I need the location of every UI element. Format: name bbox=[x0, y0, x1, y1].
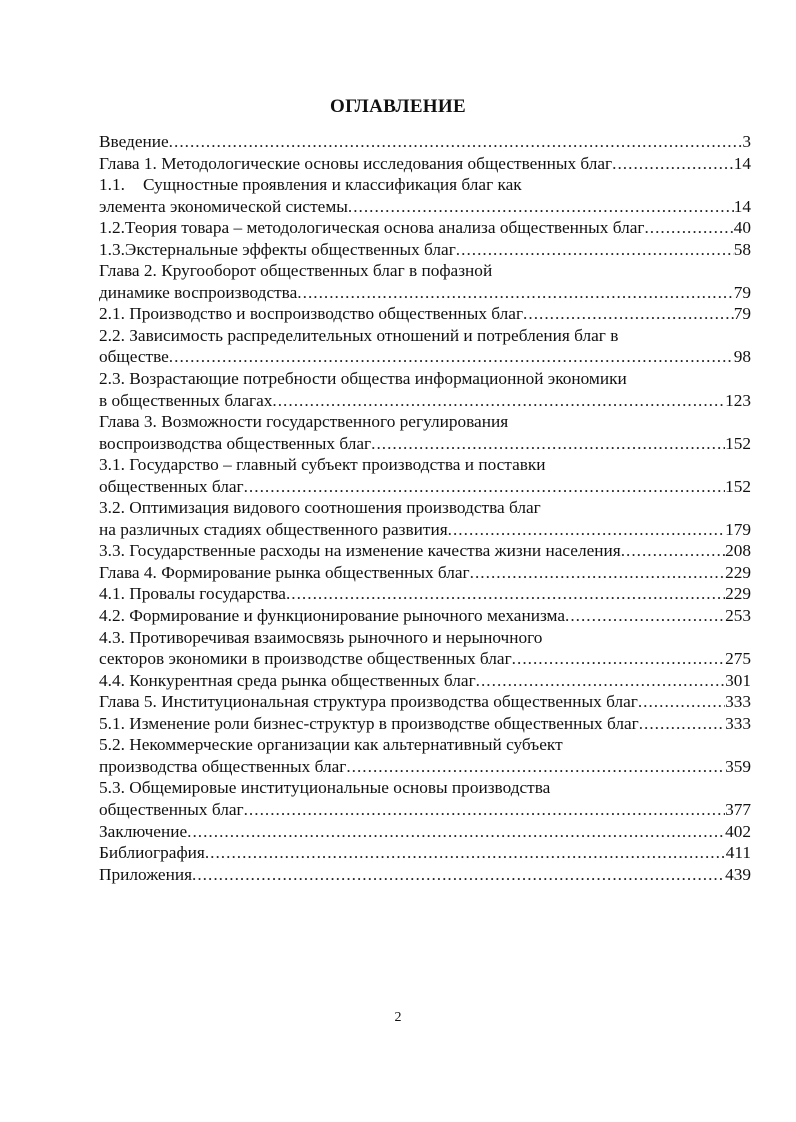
toc-line bbox=[99, 411, 751, 433]
toc-page-number: 377 bbox=[725, 799, 751, 819]
toc-entry[interactable] bbox=[99, 583, 751, 605]
toc-entry[interactable] bbox=[99, 260, 751, 303]
toc-entry[interactable] bbox=[99, 239, 751, 261]
toc-entry-title: 5.2. Некоммерческие организации как альтернативный субъект bbox=[99, 735, 563, 755]
toc-line bbox=[99, 131, 751, 153]
dot-leader bbox=[523, 303, 734, 325]
toc-entry-title: на различных стадиях общественного развития bbox=[99, 519, 448, 539]
toc-page-number: 439 bbox=[725, 864, 751, 884]
toc-line bbox=[99, 196, 751, 218]
dot-leader bbox=[512, 648, 725, 670]
toc-entry-title: общественных благ bbox=[99, 799, 244, 819]
table-of-contents bbox=[99, 131, 751, 885]
toc-line bbox=[99, 627, 751, 649]
dot-leader bbox=[169, 346, 734, 368]
toc-entry[interactable] bbox=[99, 670, 751, 692]
toc-page-number: 333 bbox=[725, 692, 751, 712]
toc-page-number: 275 bbox=[725, 649, 751, 669]
toc-entry[interactable] bbox=[99, 325, 751, 368]
dot-leader bbox=[565, 605, 725, 627]
toc-entry[interactable] bbox=[99, 153, 751, 175]
dot-leader bbox=[476, 670, 725, 692]
toc-entry-title: обществе bbox=[99, 347, 169, 367]
toc-page-number: 301 bbox=[725, 670, 751, 690]
dot-leader bbox=[638, 691, 725, 713]
toc-line bbox=[99, 540, 751, 562]
toc-page-number: 208 bbox=[725, 541, 751, 561]
toc-page-number: 123 bbox=[725, 390, 751, 410]
toc-line bbox=[99, 562, 751, 584]
toc-entry[interactable] bbox=[99, 454, 751, 497]
dot-leader bbox=[644, 217, 733, 239]
dot-leader bbox=[348, 196, 734, 218]
toc-line bbox=[99, 239, 751, 261]
toc-page-number: 253 bbox=[725, 606, 751, 626]
dot-leader bbox=[470, 562, 725, 584]
page-number: 2 bbox=[394, 1010, 402, 1025]
toc-entry[interactable] bbox=[99, 368, 751, 411]
toc-entry[interactable] bbox=[99, 562, 751, 584]
toc-entry-title: Введение bbox=[99, 132, 169, 151]
toc-entry-title: элемента экономической системы bbox=[99, 196, 348, 216]
toc-entry-title: Библиография bbox=[99, 843, 205, 863]
toc-entry-title: 3.1. Государство – главный субъект производства и поставки bbox=[99, 455, 546, 475]
toc-entry[interactable] bbox=[99, 734, 751, 777]
toc-entry[interactable] bbox=[99, 777, 751, 820]
toc-entry-title: Заключение bbox=[99, 821, 188, 841]
dot-leader bbox=[639, 713, 725, 735]
toc-line bbox=[99, 476, 751, 498]
toc-entry-title: 2.3. Возрастающие потребности общества информационной экономики bbox=[99, 369, 627, 389]
toc-entry-title: 2.1. Производство и воспроизводство общественных благ bbox=[99, 304, 524, 324]
toc-line bbox=[99, 346, 751, 368]
toc-entry-number: 1.1. bbox=[99, 175, 125, 195]
toc-entry-number: 1.2. bbox=[99, 218, 125, 238]
dot-leader bbox=[205, 842, 726, 864]
toc-entry-title: Глава 4. Формирование рынка общественных благ bbox=[99, 562, 470, 582]
toc-line bbox=[99, 713, 751, 735]
toc-line bbox=[99, 303, 751, 325]
toc-entry-title: воспроизводства общественных благ bbox=[99, 433, 372, 453]
toc-page-number: 229 bbox=[725, 584, 751, 604]
toc-entry-title: Теория товара – методологическая основа анализа общественных благ bbox=[124, 218, 645, 238]
toc-entry-title: Глава 2. Кругооборот общественных благ в пофазной bbox=[99, 261, 493, 281]
dot-leader bbox=[371, 433, 725, 455]
dot-leader bbox=[244, 476, 725, 498]
toc-entry[interactable] bbox=[99, 174, 751, 217]
toc-page-number: 14 bbox=[733, 196, 751, 216]
toc-entry[interactable] bbox=[99, 842, 751, 864]
toc-line bbox=[99, 821, 751, 843]
toc-entry-title: Глава 3. Возможности государственного регулирования bbox=[99, 412, 509, 432]
toc-entry[interactable] bbox=[99, 411, 751, 454]
toc-line bbox=[99, 260, 751, 282]
toc-entry-title: динамике воспроизводства bbox=[99, 282, 298, 302]
toc-line bbox=[99, 282, 751, 304]
toc-entry[interactable] bbox=[99, 713, 751, 735]
toc-line bbox=[99, 691, 751, 713]
toc-line bbox=[99, 756, 751, 778]
dot-leader bbox=[286, 583, 725, 605]
toc-page-number: 229 bbox=[725, 562, 751, 582]
toc-page-number: 58 bbox=[733, 239, 751, 259]
toc-entry-title: Сущностные проявления и классификация благ как bbox=[143, 175, 522, 195]
toc-line bbox=[99, 153, 751, 175]
toc-page-number: 411 bbox=[725, 843, 751, 863]
toc-entry-title: 2.2. Зависимость распределительных отношений и потребления благ в bbox=[99, 325, 619, 345]
toc-entry[interactable] bbox=[99, 627, 751, 670]
toc-line bbox=[99, 454, 751, 476]
toc-line bbox=[99, 497, 751, 519]
toc-page-number: 152 bbox=[725, 476, 751, 496]
toc-line bbox=[99, 325, 751, 347]
dot-leader bbox=[297, 282, 733, 304]
toc-entry-title: Глава 5. Институциональная структура производства общественных благ bbox=[99, 692, 638, 712]
toc-entry-number: 1.3. bbox=[99, 239, 125, 259]
toc-entry-title: Приложения bbox=[99, 864, 193, 884]
toc-page-number: 79 bbox=[733, 304, 751, 324]
toc-entry-title: секторов экономики в производстве общественных благ bbox=[99, 649, 512, 669]
toc-entry-title: 3.2. Оптимизация видового соотношения производства благ bbox=[99, 498, 541, 518]
toc-line bbox=[99, 648, 751, 670]
dot-leader bbox=[169, 131, 743, 153]
toc-line bbox=[99, 670, 751, 692]
toc-page-number: 40 bbox=[733, 218, 751, 238]
toc-line bbox=[99, 605, 751, 627]
toc-page-number: 179 bbox=[725, 519, 751, 539]
toc-entry[interactable] bbox=[99, 605, 751, 627]
toc-page-number: 402 bbox=[725, 821, 751, 841]
toc-page-number: 79 bbox=[733, 282, 751, 302]
toc-entry-title: общественных благ bbox=[99, 476, 244, 496]
toc-entry-title: Экстернальные эффекты общественных благ bbox=[124, 239, 456, 259]
toc-page-number: 359 bbox=[725, 756, 751, 776]
toc-entry-title: 4.2. Формирование и функционирование рыночного механизма bbox=[99, 606, 566, 626]
toc-page-number: 152 bbox=[725, 433, 751, 453]
page-title: ОГЛАВЛЕНИЕ bbox=[330, 96, 466, 117]
dot-leader bbox=[187, 821, 725, 843]
toc-entry-title: в общественных благах bbox=[99, 390, 273, 410]
toc-line bbox=[99, 734, 751, 756]
toc-line bbox=[99, 390, 751, 412]
toc-page-number: 14 bbox=[733, 153, 751, 173]
dot-leader bbox=[621, 540, 725, 562]
toc-line bbox=[99, 583, 751, 605]
toc-entry[interactable] bbox=[99, 217, 751, 239]
toc-entry[interactable] bbox=[99, 303, 751, 325]
toc-line bbox=[99, 433, 751, 455]
toc-line bbox=[99, 799, 751, 821]
toc-line bbox=[99, 864, 751, 886]
dot-leader bbox=[272, 390, 725, 412]
toc-entry[interactable] bbox=[99, 691, 751, 713]
toc-line bbox=[99, 174, 751, 196]
toc-entry[interactable] bbox=[99, 864, 751, 886]
toc-page-number: 3 bbox=[742, 132, 751, 151]
toc-entry[interactable] bbox=[99, 497, 751, 540]
toc-entry-title: 4.4. Конкурентная среда рынка общественных благ bbox=[99, 670, 476, 690]
toc-line bbox=[99, 368, 751, 390]
toc-entry-title: 5.1. Изменение роли бизнес-структур в производстве общественных благ bbox=[99, 713, 639, 733]
dot-leader bbox=[244, 799, 725, 821]
dot-leader bbox=[448, 519, 725, 541]
dot-leader bbox=[612, 153, 734, 175]
toc-entry-title: 5.3. Общемировые институциональные основы производства bbox=[99, 778, 551, 798]
toc-page-number: 98 bbox=[733, 347, 751, 367]
toc-entry[interactable] bbox=[99, 131, 751, 153]
toc-entry-title: 4.1. Провалы государства bbox=[99, 584, 286, 604]
toc-entry[interactable] bbox=[99, 540, 751, 562]
toc-line bbox=[99, 217, 751, 239]
toc-line bbox=[99, 519, 751, 541]
toc-page-number: 333 bbox=[725, 713, 751, 733]
dot-leader bbox=[456, 239, 734, 261]
toc-entry[interactable] bbox=[99, 821, 751, 843]
dot-leader bbox=[192, 864, 725, 886]
toc-entry-title: Глава 1. Методологические основы исследования общественных благ bbox=[99, 153, 613, 173]
toc-entry-title: производства общественных благ bbox=[99, 756, 347, 776]
toc-entry-title: 3.3. Государственные расходы на изменение качества жизни населения bbox=[99, 541, 621, 561]
toc-line bbox=[99, 842, 751, 864]
toc-line bbox=[99, 777, 751, 799]
dot-leader bbox=[346, 756, 725, 778]
toc-entry-title: 4.3. Противоречивая взаимосвязь рыночного и нерыночного bbox=[99, 627, 543, 647]
